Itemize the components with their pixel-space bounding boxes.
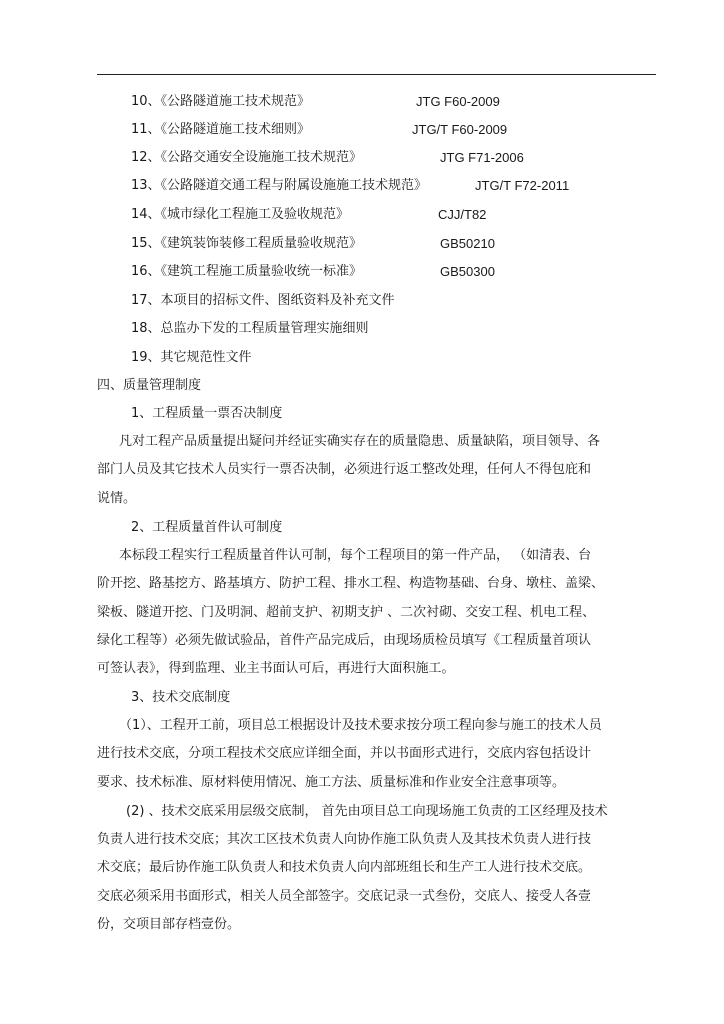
list-item: 17、本项目的招标文件、图纸资料及补充文件 xyxy=(131,293,395,308)
paragraph-line: 要求、技术标准、原材料使用情况、施工方法、质量标准和作业安全注意事项等。 xyxy=(97,775,566,790)
standard-title: 10、《公路隧道施工技术规范》 xyxy=(131,94,311,109)
paragraph-line: 本标段工程实行工程质量首件认可制，每个工程项目的第一件产品， （如清表、台 xyxy=(119,548,592,563)
paragraph-line: 说情。 xyxy=(97,491,137,506)
paragraph-line: 术交底；最后协作施工队负责人和技术负责人向内部班组长和生产工人进行技术交底。 xyxy=(97,860,592,875)
paragraph-line: 交底必须采用书面形式，相关人员全部签字。交底记录一式叁份，交底人、接受人各壹 xyxy=(97,889,592,904)
paragraph-line: 凡对工程产品质量提出疑问并经证实确实存在的质量隐患、质量缺陷，项目领导、各 xyxy=(119,434,601,449)
standard-title: 16、《建筑工程施工质量验收统一标准》 xyxy=(131,264,363,279)
paragraph-line: 进行技术交底，分项工程技术交底应详细全面，并以书面形式进行，交底内容包括设计 xyxy=(97,746,592,761)
paragraph-line: 绿化工程等）必须先做试验品，首件产品完成后，由现场质检员填写《工程质量首项认 xyxy=(97,633,592,648)
paragraph-line: 份，交项目部存档壹份。 xyxy=(97,917,241,932)
standard-code: JTG/T F60-2009 xyxy=(412,122,508,137)
standard-title: 12、《公路交通安全设施施工技术规范》 xyxy=(131,150,363,165)
paragraph-line: 阶开挖、路基挖方、路基填方、防护工程、排水工程、构造物基础、台身、墩柱、盖梁、 xyxy=(97,576,605,591)
paragraph-line: (2) 、技术交底采用层级交底制， 首先由项目总工向现场施工负责的工区经理及技术 xyxy=(126,804,608,819)
standard-code: CJJ/T82 xyxy=(438,207,487,222)
paragraph-line: 梁板、隧道开挖、门及明洞、超前支护、初期支护 、二次衬砌、交安工程、机电工程、 xyxy=(97,605,596,620)
paragraph-line: （1）、工程开工前，项目总工根据设计及技术要求按分项工程向参与施工的技术人员 xyxy=(119,718,602,733)
standard-title: 15、《建筑装饰装修工程质量验收规范》 xyxy=(131,236,363,251)
paragraph-line: 部门人员及其它技术人员实行一票否决制，必须进行返工整改处理，任何人不得包庇和 xyxy=(97,462,592,477)
section-title: 四、质量管理制度 xyxy=(97,378,202,393)
list-item: 19、其它规范性文件 xyxy=(131,350,252,365)
standard-title: 14、《城市绿化工程施工及验收规范》 xyxy=(131,207,350,222)
standard-title: 13、《公路隧道交通工程与附属设施施工技术规范》 xyxy=(131,178,428,193)
paragraph-line: 可签认表》，得到监理、业主书面认可后，再进行大面积施工。 xyxy=(97,661,455,676)
standard-code: GB50210 xyxy=(440,236,495,251)
standard-code: JTG F71-2006 xyxy=(440,150,524,165)
standard-code: JTG/T F72-2011 xyxy=(475,178,570,193)
paragraph-line: 负责人进行技术交底；其次工区技术负责人向协作施工队负责人及其技术负责人进行技 xyxy=(97,832,592,847)
standard-code: JTG F60-2009 xyxy=(416,94,500,109)
standard-title: 11、《公路隧道施工技术细则》 xyxy=(131,122,311,137)
standard-code: GB50300 xyxy=(440,264,495,279)
list-item: 18、总监办下发的工程质量管理实施细则 xyxy=(131,321,369,336)
subsection-heading: 3、技术交底制度 xyxy=(131,690,231,705)
subsection-heading: 1、工程质量一票否决制度 xyxy=(131,406,283,421)
header-rule xyxy=(97,74,656,75)
subsection-heading: 2、工程质量首件认可制度 xyxy=(131,520,283,535)
